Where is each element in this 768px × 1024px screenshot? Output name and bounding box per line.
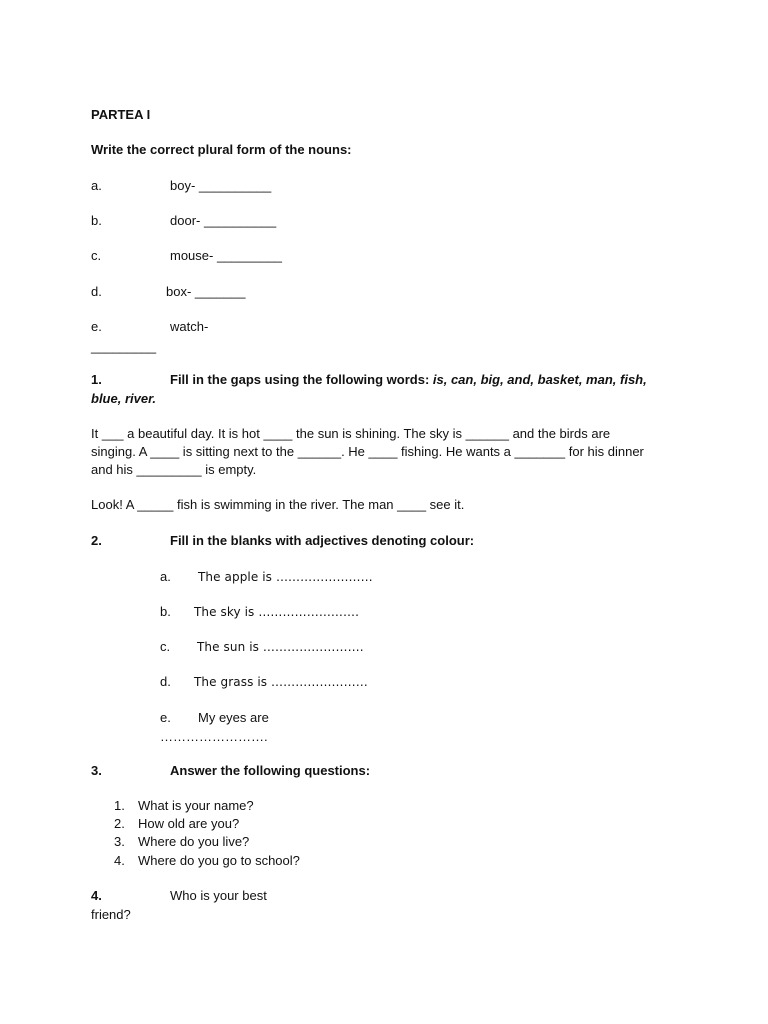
section-4-number: 4.	[91, 888, 102, 903]
section-3-number: 3.	[91, 763, 102, 778]
question-number: 3.	[114, 834, 125, 849]
section-3-instruction: Answer the following questions:	[170, 763, 371, 778]
colour-item-letter: c.	[160, 639, 171, 654]
colour-item-text: The sun is …………………….	[197, 640, 364, 654]
section-1-word-list-continuation: blue, river.	[91, 391, 157, 406]
colour-item-continuation: …………………….	[160, 729, 268, 744]
plural-item-text: watch-	[170, 319, 209, 334]
section-2-instruction: Fill in the blanks with adjectives denoting colour:	[170, 533, 475, 548]
question-number: 4.	[114, 853, 125, 868]
section-1-paragraph-line: and his _________ is empty.	[91, 462, 257, 477]
plural-item-letter: e.	[91, 319, 102, 334]
plural-item-letter: d.	[91, 284, 102, 299]
plural-item-continuation: _________	[91, 339, 157, 354]
plural-item-text: boy- __________	[170, 178, 272, 193]
colour-item-text: The sky is …………………….	[194, 605, 360, 619]
section-1-number: 1.	[91, 372, 102, 387]
question-number: 1.	[114, 798, 125, 813]
section-4-text: Who is your best	[170, 888, 267, 903]
plural-item-letter: a.	[91, 178, 102, 193]
colour-item-letter: d.	[160, 674, 171, 689]
section-1-paragraph-line: singing. A ____ is sitting next to the ______. He ____ fishing. He wants a _______ for his dinner	[91, 444, 644, 459]
colour-item-text: My eyes are	[198, 710, 269, 725]
section-1-word-list: is, can, big, and, basket, man, fish,	[432, 372, 647, 387]
section-1-instruction-lead: Fill in the gaps using the following words:	[170, 372, 433, 387]
section-2-number: 2.	[91, 533, 102, 548]
plural-instruction: Write the correct plural form of the nouns:	[91, 142, 352, 157]
section-1-instruction	[170, 372, 647, 388]
colour-item-text: The apple is ……………………	[198, 570, 373, 584]
plural-item-text: mouse- _________	[170, 248, 283, 263]
plural-item-text: box- _______	[166, 284, 246, 299]
colour-item-text: The grass is ……………………	[194, 675, 368, 689]
section-1-paragraph-line: It ___ a beautiful day. It is hot ____ the sun is shining. The sky is ______ and the birds are	[91, 426, 611, 441]
plural-item-letter: c.	[91, 248, 102, 263]
question-number: 2.	[114, 816, 125, 831]
colour-item-letter: a.	[160, 569, 171, 584]
plural-item-letter: b.	[91, 213, 102, 228]
colour-item-letter: b.	[160, 604, 171, 619]
part-title: PARTEA I	[91, 107, 151, 122]
plural-item-text: door- __________	[170, 213, 277, 228]
question-text: Where do you go to school?	[138, 853, 300, 868]
section-1-paragraph-2: Look! A _____ fish is swimming in the river. The man ____ see it.	[91, 497, 465, 512]
colour-item-letter: e.	[160, 710, 171, 725]
question-text: What is your name?	[138, 798, 254, 813]
question-text: How old are you?	[138, 816, 240, 831]
section-4-continuation: friend?	[91, 907, 131, 922]
question-text: Where do you live?	[138, 834, 250, 849]
